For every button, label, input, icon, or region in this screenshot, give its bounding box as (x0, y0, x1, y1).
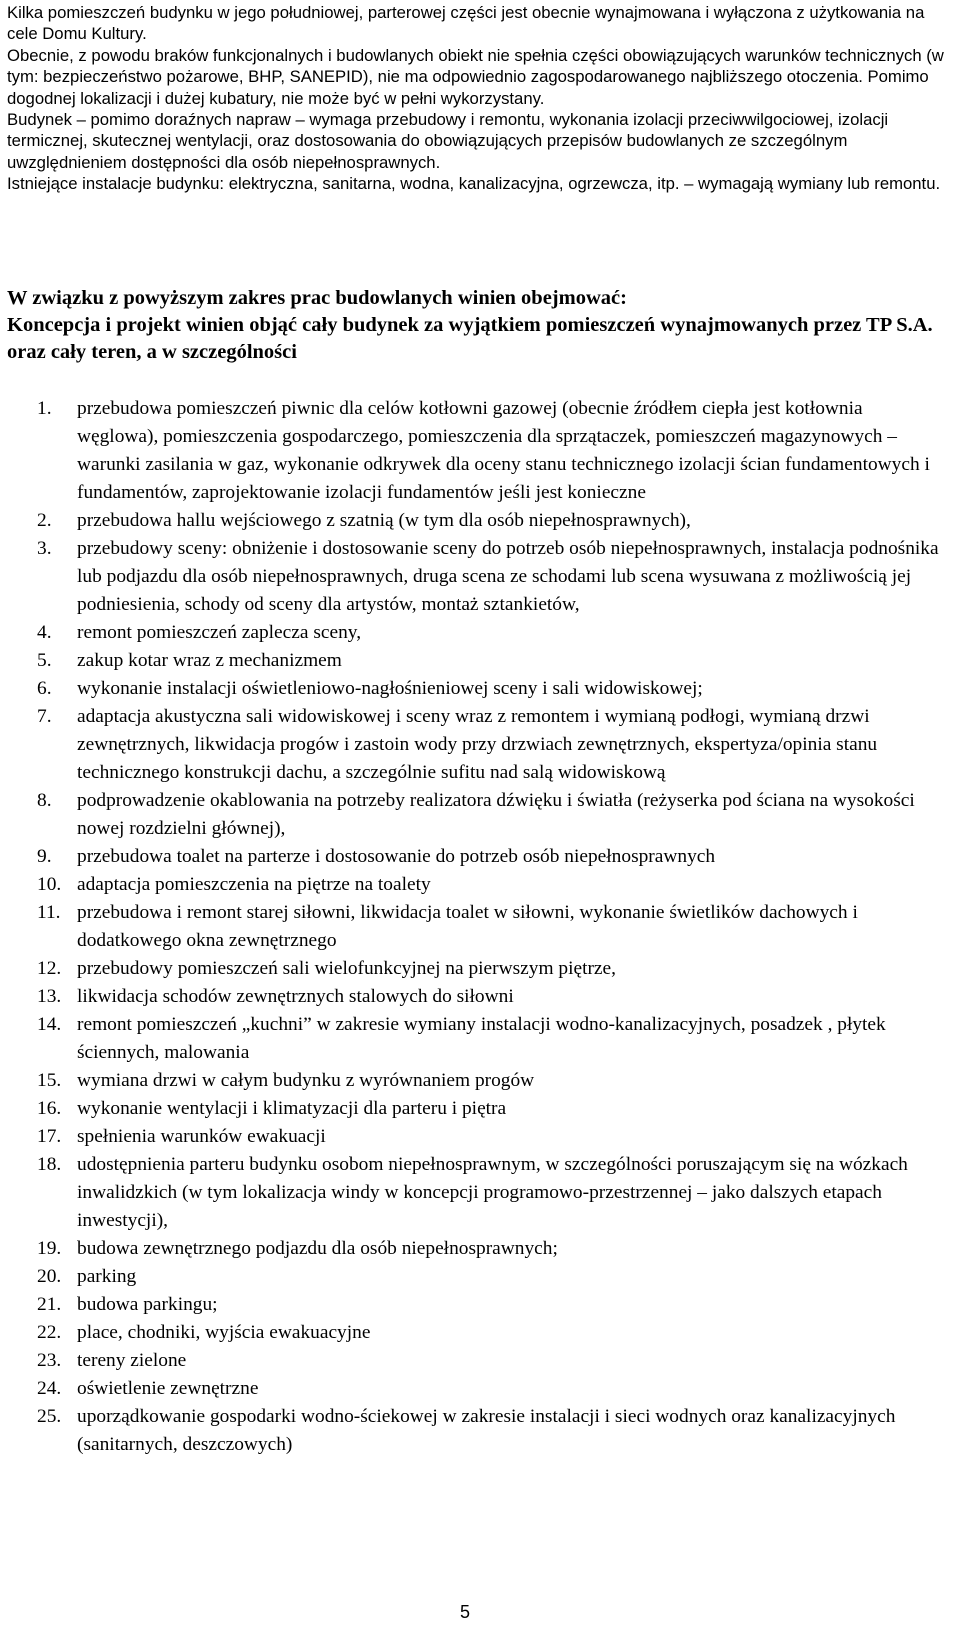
list-item-text: adaptacja pomieszczenia na piętrze na toalety (77, 874, 431, 895)
list-item (0, 1291, 940, 1319)
list-item (0, 535, 940, 619)
list-item (0, 647, 940, 675)
list-item-number: 17. (37, 1126, 62, 1147)
list-item (0, 1235, 940, 1263)
list-item (0, 703, 940, 787)
list-item-number: 14. (37, 1014, 62, 1035)
intro-paragraph: Obecnie, z powodu braków funkcjonalnych i budowlanych obiekt nie spełnia części obowiązujących warunków technicznych (w tym: bezpieczeństwo pożarowe, BHP, SANEPID), nie ma odpowiednio zagospodarowanego najbliższego otoczenia. Pomimo dogodnej lokalizacji i dużej kubatury, nie może być w pełni wykorzystany. (7, 45, 944, 108)
list-item-text: adaptacja akustyczna sali widowiskowej i sceny wraz z remontem i wymianą podłogi, wymianą drzwi zewnętrznych, likwidacja progów i zastoin wody przy drzwiach zewnętrznych, ekspertyza/opinia stanu technicznego konstrukcji dachu, a szczególnie sufitu nad salą widowiskową (77, 706, 878, 783)
list-item (0, 1123, 940, 1151)
list-item (0, 983, 940, 1011)
list-item (0, 1347, 940, 1375)
list-item-text: przebudowy sceny: obniżenie i dostosowanie sceny do potrzeb osób niepełnosprawnych, instalacja podnośnika lub podjazdu dla osób niepełnosprawnych, druga scena ze schodami lub scena wysuwana z możliwością jej podniesienia, schody od sceny dla artystów, montaż sztankietów, (77, 538, 939, 615)
list-item (0, 1151, 940, 1235)
list-item (0, 787, 940, 843)
list-item-text: przebudowa toalet na parterze i dostosowanie do potrzeb osób niepełnosprawnych (77, 846, 716, 867)
list-item (0, 1263, 940, 1291)
list-item-number: 21. (37, 1294, 62, 1315)
list-item-number: 6. (37, 678, 52, 699)
list-item-text: remont pomieszczeń „kuchni” w zakresie wymiany instalacji wodno-kanalizacyjnych, posadzek , płytek ściennych, malowania (77, 1014, 886, 1063)
scope-heading (7, 285, 952, 366)
list-item-text: wykonanie wentylacji i klimatyzacji dla parteru i piętra (77, 1098, 507, 1119)
list-item-number: 8. (37, 790, 52, 811)
list-item (0, 843, 940, 871)
list-item-text: remont pomieszczeń zaplecza sceny, (77, 622, 362, 643)
list-item-number: 11. (37, 902, 61, 923)
list-item-text: zakup kotar wraz z mechanizmem (77, 650, 342, 671)
intro-text (7, 2, 952, 195)
list-item (0, 619, 940, 647)
list-item (0, 1095, 940, 1123)
list-item-text: tereny zielone (77, 1350, 187, 1371)
list-item-number: 22. (37, 1322, 62, 1343)
list-item-text: likwidacja schodów zewnętrznych stalowych do siłowni (77, 986, 514, 1007)
page-number: 5 (459, 1602, 470, 1622)
list-item-text: spełnienia warunków ewakuacji (77, 1126, 326, 1147)
list-item-text: budowa parkingu; (77, 1294, 218, 1315)
list-item (0, 507, 940, 535)
list-item-number: 2. (37, 510, 52, 531)
list-item (0, 899, 940, 955)
list-item-text: parking (77, 1266, 137, 1287)
list-item-number: 24. (37, 1378, 62, 1399)
list-item-number: 5. (37, 650, 52, 671)
list-item-text: przebudowa pomieszczeń piwnic dla celów kotłowni gazowej (obecnie źródłem ciepła jest kotłownia węglowa), pomieszczenia gospodarczego, pomieszczenia dla sprzątaczek, pomieszczeń magazynowych – warunki zasilania w gaz, wykonanie odkrywek dla oceny stanu technicznego izolacji ścian fundamentowych i fundamentów, zaprojektowanie izolacji fundamentów jeśli jest konieczne (77, 398, 930, 503)
list-item-number: 1. (37, 398, 52, 419)
list-item-number: 12. (37, 958, 62, 979)
list-item-text: uporządkowanie gospodarki wodno-ściekowej w zakresie instalacji i sieci wodnych oraz kanalizacyjnych (sanitarnych, deszczowych) (77, 1406, 896, 1455)
list-item-number: 23. (37, 1350, 62, 1371)
works-list (0, 395, 940, 1459)
list-item (0, 675, 940, 703)
list-item-text: oświetlenie zewnętrzne (77, 1378, 259, 1399)
intro-paragraph: Istniejące instalacje budynku: elektryczna, sanitarna, wodna, kanalizacyjna, ogrzewcza, itp. – wymagają wymiany lub remontu. (7, 174, 941, 194)
intro-paragraph: Budynek – pomimo doraźnych napraw – wymaga przebudowy i remontu, wykonania izolacji przeciwwilgociowej, izolacji termicznej, skutecznej wentylacji, oraz dostosowania do obowiązujących przepisów budowlanych ze szczególnym uwzględnieniem dostępności dla osób niepełnosprawnych. (7, 110, 889, 172)
list-item-text: budowa zewnętrznego podjazdu dla osób niepełnosprawnych; (77, 1238, 558, 1259)
intro-paragraph: Kilka pomieszczeń budynku w jego południowej, parterowej części jest obecnie wynajmowana i wyłączona z użytkowania na cele Domu Kultury. (7, 3, 925, 44)
list-item (0, 395, 940, 507)
list-item-number: 3. (37, 538, 52, 559)
list-item-number: 10. (37, 874, 62, 895)
list-item-text: przebudowy pomieszczeń sali wielofunkcyjnej na pierwszym piętrze, (77, 958, 616, 979)
list-item (0, 1011, 940, 1067)
list-item-number: 16. (37, 1098, 62, 1119)
list-item-number: 25. (37, 1406, 62, 1427)
list-item (0, 1375, 940, 1403)
list-item-text: podprowadzenie okablowania na potrzeby realizatora dźwięku i światła (reżyserka pod ściana na wysokości nowej rozdzielni głównej), (77, 790, 915, 839)
scope-heading-line: W związku z powyższym zakres prac budowlanych winien obejmować: (7, 287, 627, 309)
list-item-text: wykonanie instalacji oświetleniowo-nagłośnieniowej sceny i sali widowiskowej; (77, 678, 703, 699)
list-item (0, 871, 940, 899)
list-item-number: 18. (37, 1154, 62, 1175)
list-item-text: wymiana drzwi w całym budynku z wyrównaniem progów (77, 1070, 535, 1091)
list-item-number: 7. (37, 706, 52, 727)
list-item-number: 13. (37, 986, 62, 1007)
list-item-number: 9. (37, 846, 52, 867)
list-item-number: 4. (37, 622, 52, 643)
list-item (0, 1319, 940, 1347)
list-item-number: 19. (37, 1238, 62, 1259)
list-item-text: udostępnienia parteru budynku osobom niepełnosprawnym, w szczególności poruszającym się na wózkach inwalidzkich (w tym lokalizacja windy w koncepcji programowo-przestrzennej – jako dalszych etapach inwestycji), (77, 1154, 908, 1231)
list-item-number: 15. (37, 1070, 62, 1091)
list-item-number: 20. (37, 1266, 62, 1287)
list-item-text: przebudowa hallu wejściowego z szatnią (w tym dla osób niepełnosprawnych), (77, 510, 691, 531)
list-item (0, 1067, 940, 1095)
scope-heading-line: Koncepcja i projekt winien objąć cały budynek za wyjątkiem pomieszczeń wynajmowanych przez TP S.A. oraz cały teren, a w szczególności (7, 314, 933, 363)
list-item (0, 1403, 940, 1459)
list-item (0, 955, 940, 983)
list-item-text: place, chodniki, wyjścia ewakuacyjne (77, 1322, 371, 1343)
list-item-text: przebudowa i remont starej siłowni, likwidacja toalet w siłowni, wykonanie świetlików dachowych i dodatkowego okna zewnętrznego (77, 902, 858, 951)
